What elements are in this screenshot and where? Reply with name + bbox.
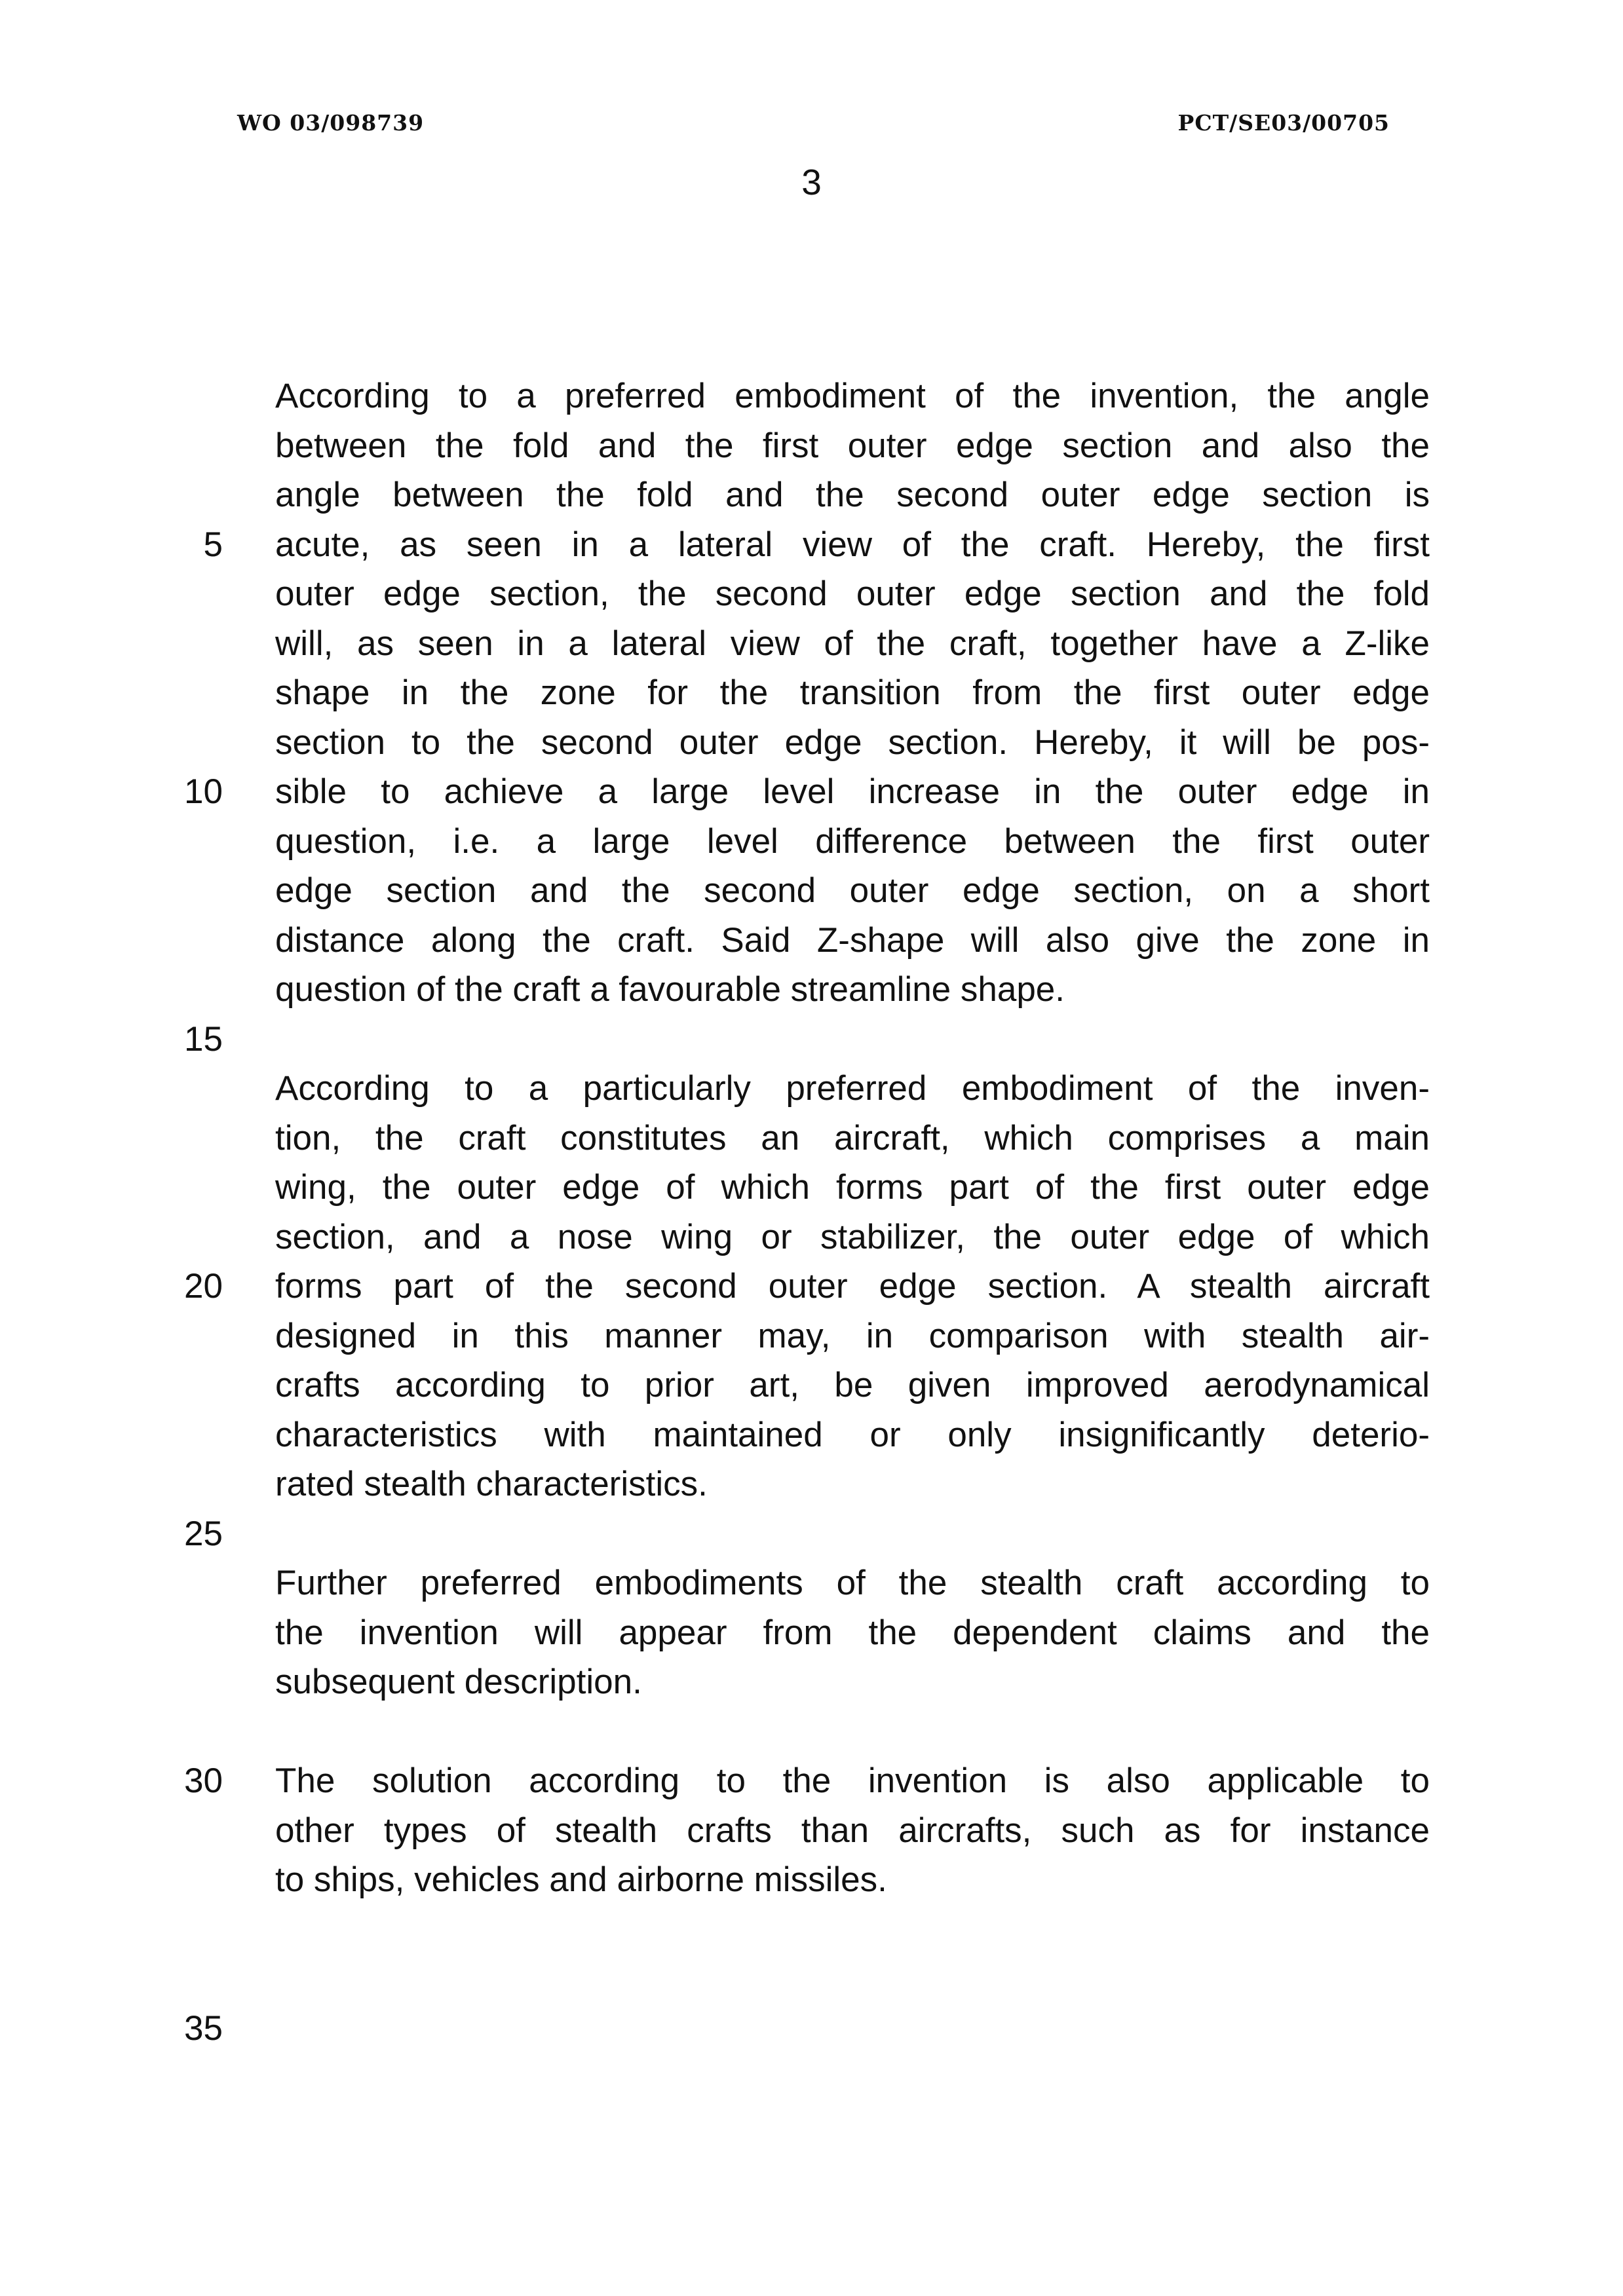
text-line: the invention will appear from the dependent claims and the	[275, 1613, 1430, 1652]
line-number: 30	[184, 1761, 223, 1800]
line-number: 35	[184, 2009, 223, 2048]
text-line: edge section and the second outer edge section, on a short	[275, 871, 1430, 910]
text-line: outer edge section, the second outer edge section and the fold	[275, 574, 1430, 613]
text-line: Further preferred embodiments of the stealth craft according to	[275, 1564, 1430, 1602]
text-line: between the fold and the first outer edge section and also the	[275, 426, 1430, 465]
text-line: According to a particularly preferred embodiment of the inven-	[275, 1069, 1430, 1108]
publication-number: WO 03/098739	[237, 110, 425, 136]
text-line: will, as seen in a lateral view of the craft, together have a Z-like	[275, 624, 1430, 663]
paragraph-preferred-embodiment	[275, 371, 1430, 1015]
text-line: acute, as seen in a lateral view of the craft. Hereby, the first	[275, 525, 1430, 564]
text-line: subsequent description.	[275, 1663, 642, 1701]
text-line: other types of stealth crafts than aircrafts, such as for instance	[275, 1811, 1430, 1850]
text-line: section, and a nose wing or stabilizer, the outer edge of which	[275, 1217, 1430, 1256]
text-line: rated stealth characteristics.	[275, 1465, 708, 1503]
paragraph-further-embodiments	[275, 1558, 1430, 1707]
text-line: According to a preferred embodiment of the invention, the angle	[275, 377, 1430, 415]
text-line: angle between the fold and the second outer edge section is	[275, 476, 1430, 514]
text-line: question, i.e. a large level difference between the first outer	[275, 821, 1430, 861]
page-number: 3	[801, 162, 822, 202]
line-number: 5	[203, 525, 223, 564]
line-number: 25	[184, 1515, 223, 1553]
line-number: 15	[184, 1020, 223, 1059]
text-line: to ships, vehicles and airborne missiles.	[275, 1860, 887, 1899]
application-number: PCT/SE03/00705	[1177, 110, 1390, 136]
text-line: sible to achieve a large level increase in the outer edge in	[275, 772, 1430, 811]
text-line: forms part of the second outer edge section. A stealth aircraft	[275, 1267, 1430, 1306]
paragraph-aircraft-embodiment	[275, 1064, 1430, 1509]
text-line: The solution according to the invention is also applicable to	[275, 1761, 1430, 1800]
text-line: section to the second outer edge section. Hereby, it will be pos-	[275, 723, 1430, 762]
line-number: 20	[184, 1267, 223, 1306]
text-line: crafts according to prior art, be given improved aerodynamical	[275, 1366, 1430, 1404]
text-line: characteristics with maintained or only insignificantly deterio-	[275, 1415, 1430, 1454]
text-line: shape in the zone for the transition from the first outer edge	[275, 673, 1430, 712]
text-line: tion, the craft constitutes an aircraft, which comprises a main	[275, 1118, 1430, 1157]
text-line: distance along the craft. Said Z-shape will also give the zone in	[275, 920, 1430, 960]
paragraph-applicability	[275, 1756, 1430, 1905]
text-line: wing, the outer edge of which forms part of the first outer edge	[275, 1168, 1430, 1207]
line-number: 10	[184, 772, 223, 811]
text-line: designed in this manner may, in comparison with stealth air-	[275, 1316, 1430, 1355]
text-line: question of the craft a favourable streamline shape.	[275, 970, 1065, 1009]
